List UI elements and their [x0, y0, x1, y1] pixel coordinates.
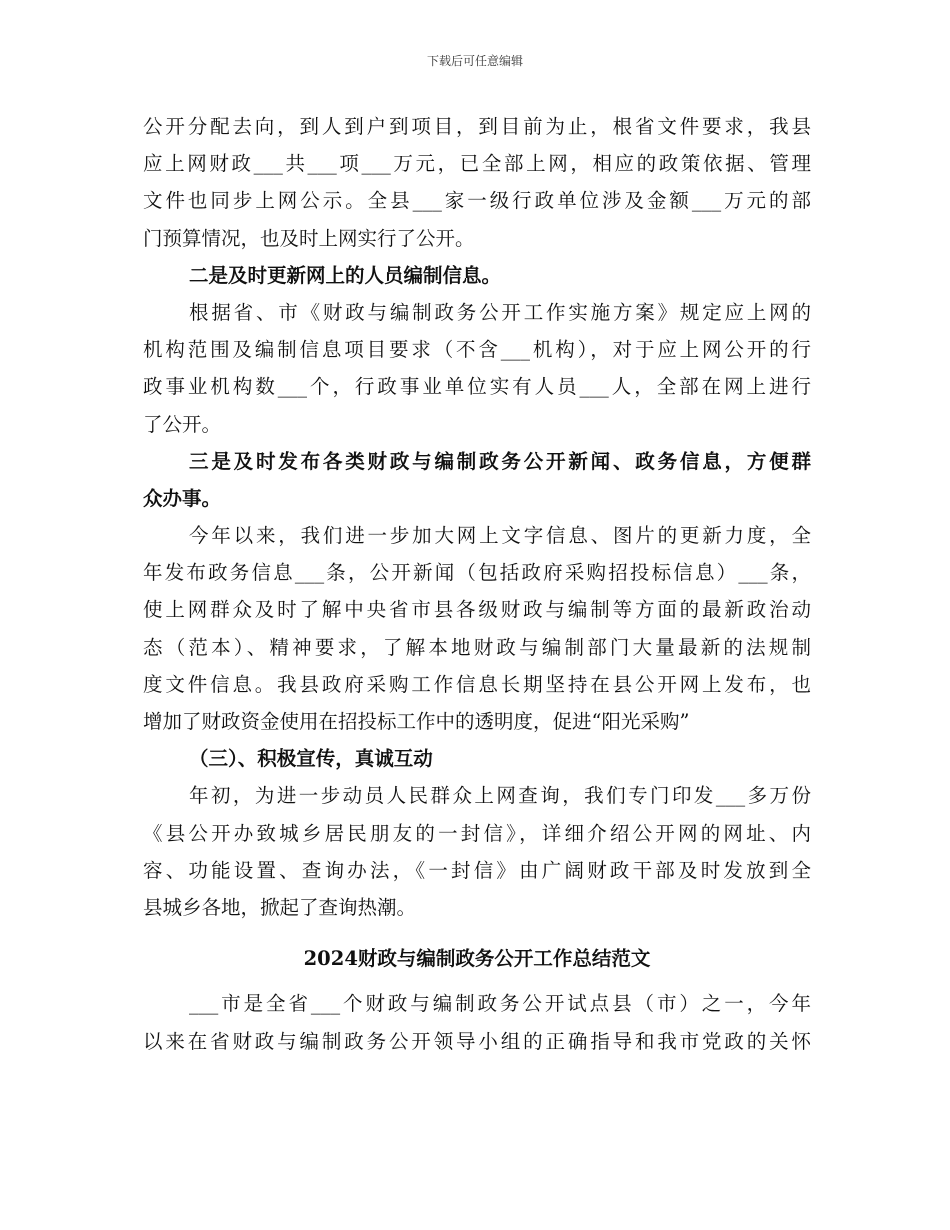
text-line: 二是及时更新网上的人员编制信息。	[189, 263, 502, 287]
text-line: 文件也同步上网公示。全县___家一级行政单位涉及金额___万元的部	[143, 189, 811, 213]
page-header: 下载后可任意编辑	[426, 54, 523, 68]
text-line: 门预算情况，也及时上网实行了公开。	[143, 226, 475, 250]
text-line: 容、功能设置、查询办法，《一封信》由广阔财政干部及时发放到全	[143, 858, 811, 882]
text-line: 增加了财政资金使用在招投标工作中的透明度，促进“阳光采购”	[143, 710, 690, 733]
text-line: 年发布政务信息___条，公开新闻（包括政府采购招投标信息）___条，	[143, 561, 811, 585]
text-line: 公开分配去向，到人到户到项目，到目前为止，根省文件要求，我县	[143, 115, 811, 138]
text-line: 度文件信息。我县政府采购工作信息长期坚持在县公开网上发布，也	[143, 672, 811, 696]
text-line: 根据省、市《财政与编制政务公开工作实施方案》规定应上网的	[189, 300, 811, 324]
text-line: 众办事。	[143, 486, 222, 510]
text-line: 县城乡各地，掀起了查询热潮。	[143, 895, 417, 919]
text-line: 以来在省财政与编制政务公开领导小组的正确指导和我市党政的关怀	[143, 1029, 811, 1053]
text-line: （三）、积极宣传，真诚互动	[189, 747, 433, 771]
text-line: 机构范围及编制信息项目要求（不含___机构），对于应上网公开的行	[143, 338, 811, 362]
text-line: 了公开。	[143, 412, 222, 436]
text-line: 今年以来，我们进一步加大网上文字信息、图片的更新力度，全	[189, 524, 811, 548]
text-line: 政事业机构数___个，行政事业单位实有人员___人，全部在网上进行	[143, 375, 811, 399]
section-title: 2024财政与编制政务公开工作总结范文	[303, 947, 651, 971]
text-line: ___市是全省___个财政与编制政务公开试点县（市）之一，今年	[189, 992, 811, 1016]
text-line: 应上网财政___共___项___万元，已全部上网，相应的政策依据、管理	[143, 152, 811, 176]
text-line: 态（范本）、精神要求，了解本地财政与编制部门大量最新的法规制	[143, 635, 811, 659]
text-line: 年初，为进一步动员人民群众上网查询，我们专门印发___多万份	[189, 784, 811, 808]
text-line: 使上网群众及时了解中央省市县各级财政与编制等方面的最新政治动	[143, 598, 811, 622]
text-line: 《县公开办致城乡居民朋友的一封信》，详细介绍公开网的网址、内	[143, 821, 811, 845]
text-line: 三是及时发布各类财政与编制政务公开新闻、政务信息，方便群	[189, 449, 811, 473]
document-body	[143, 108, 811, 1060]
